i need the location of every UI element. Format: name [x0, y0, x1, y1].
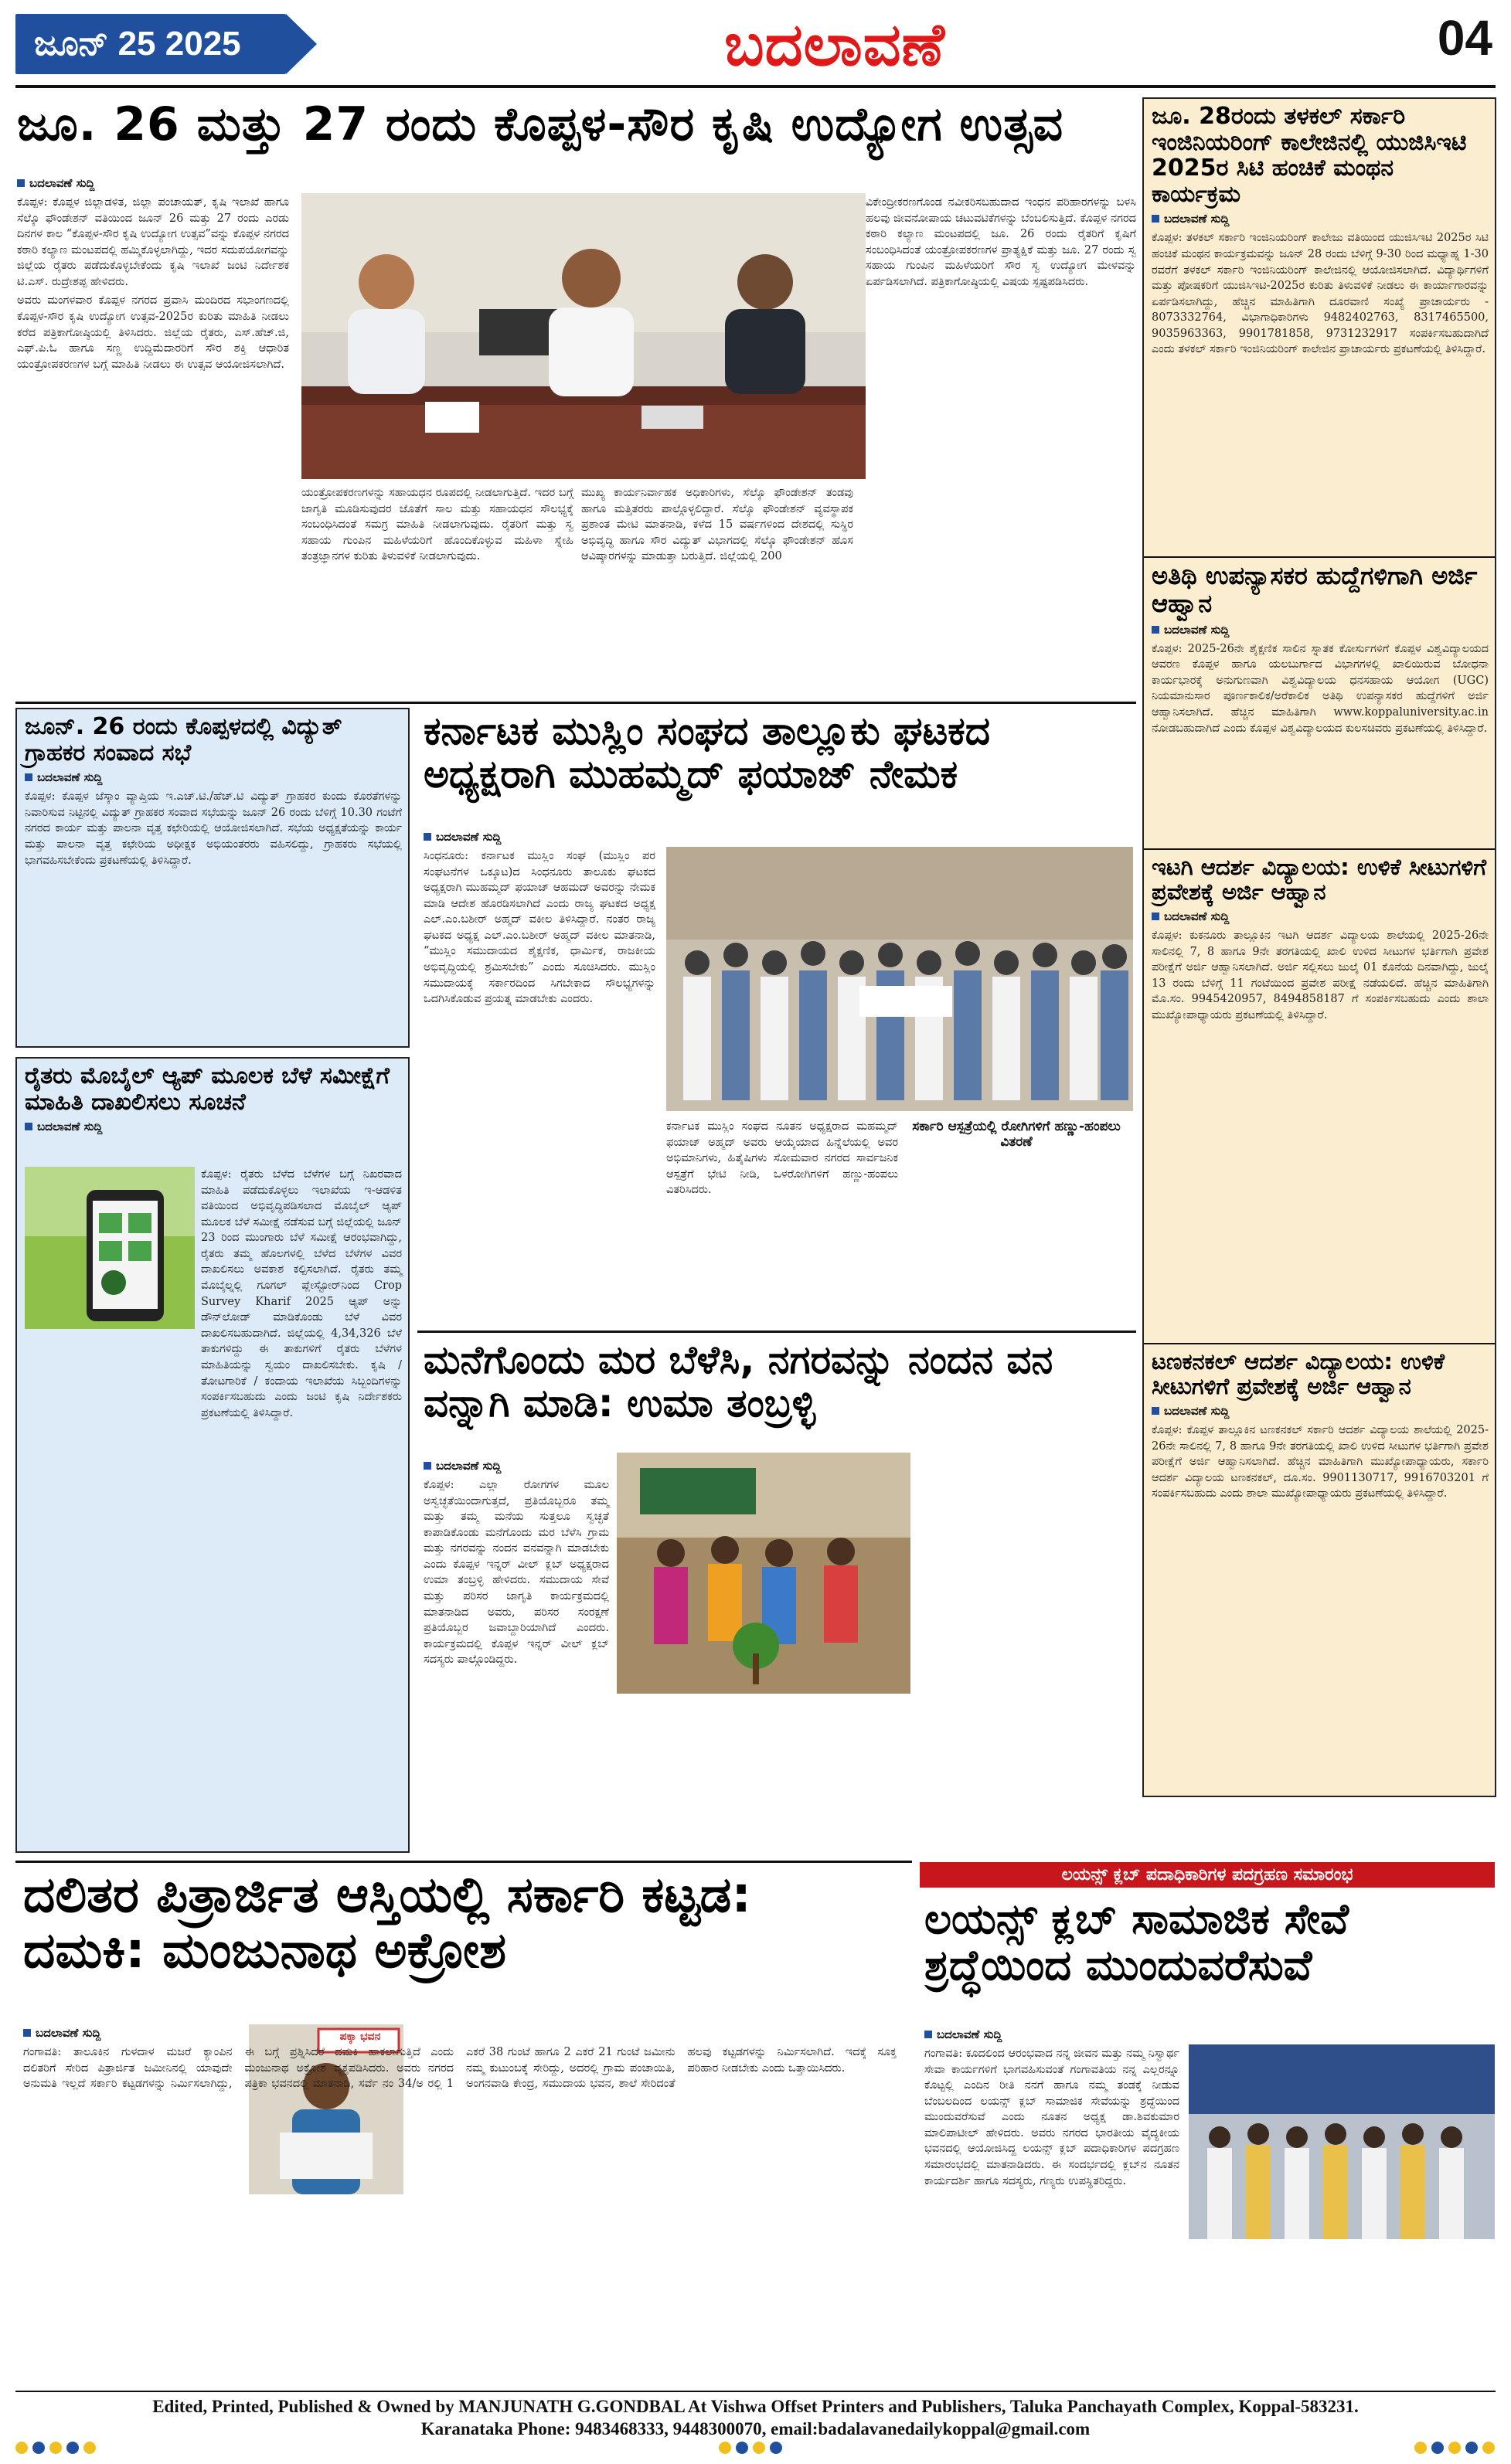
left3-headline: ರೈತರು ಮೊಬೈಲ್ ಆ್ಯಪ್ ಮೂಲಕ ಬೆಳೆ ಸಮೀಕ್ಷೆಗೆ ಮಾಹಿತಿ ದಾಖಲಿಸಲು ಸೂಚನೆ: [25, 1062, 390, 1116]
left2: [25, 714, 402, 868]
press-meet-illustration: [301, 193, 866, 479]
top-story-col3: ಮುಖ್ಯ ಕಾರ್ಯನಿರ್ವಾಹಕ ಅಧಿಕಾರಿಗಳು, ಸೆಲ್ಕೊ ಫೌಂಡೇಶನ್ ತಂಡವು ಹಾಗೂ ಮತ್ತಿತರರು ಪಾಲ್ಗೊಳ್ಳಲಿದ್ದಾರೆ. ಸೆಲ್ಕೊ ಫೌಂಡೇಶನ್ ವ್ಯವಸ್ಥಾಪಕ ಪ್ರಶಾಂತ ಮೇಟಿ ಮಾತನಾಡಿ, ಕಳೆದ 15 ವರ್ಷಗಳಿಂದ ದೇಶದಲ್ಲಿ ಸುಸ್ಥಿರ ಅಭಿವೃದ್ಧಿ ಹಾಗೂ ಸೌರ ವಿದ್ಯುತ್ ವಿಭಾಗದಲ್ಲಿ ಸೆಲ್ಕೊ ಫೌಂಡೇಶನ್ ಹೊಸ ಆವಿಷ್ಕಾರಗಳನ್ನು ಮಾಡುತ್ತಾ ಬರುತ್ತಿದೆ. ಜಿಲ್ಲೆಯಲ್ಲಿ 200: [581, 487, 853, 563]
imprint-line1: Edited, Printed, Published & Owned by MANJUNATH G.GONDBAL At Vishwa Offset Printers and Publishers, Taluka Panchayath Complex, Koppal-583231.: [152, 2397, 1359, 2416]
left3: [25, 1063, 402, 1138]
bottom-right-headline: ಲಯನ್ಸ್ ಕ್ಲಬ್ ಸಾಮಾಜಿಕ ಸೇವೆ ಶ್ರದ್ಧೆಯಿಂದ ಮುಂದುವರೆಸುವೆ: [924, 1895, 1349, 1990]
kicker-square-icon: [25, 1123, 32, 1130]
kicker-square-icon: [424, 1462, 431, 1470]
kicker-label: ಬದಲಾವಣೆ ಸುದ್ದಿ: [1164, 212, 1230, 226]
top-story-para1: ಕೊಪ್ಪಳ: ಕೊಪ್ಪಳ ಜಿಲ್ಲಾಡಳಿತ, ಜಿಲ್ಲಾ ಪಂಚಾಯತ್, ಕೃಷಿ ಇಲಾಖೆ ಹಾಗೂ ಸೆಲ್ಕೊ ಫೌಂಡೇಶನ್ ವತಿಯಿಂದ ಜೂನ್ 26 ಮತ್ತು 27 ರಂದು ಎರಡು ದಿನಗಳ ಕಾಲ “ಕೊಪ್ಪಳ-ಸೌರ ಕೃಷಿ ಉದ್ಯೋಗ ಉತ್ಸವ”ವನ್ನು ಕೊಪ್ಪಳ ನಗರದ ಕಠಾರಿ ಕಲ್ಯಾಣ ಮಂಟಪದಲ್ಲಿ ಹಮ್ಮಿಕೊಳ್ಳಲಾಗಿದ್ದು, ಇದರ ಸದುಪಯೋಗವನ್ನು ಜಿಲ್ಲೆಯ ರೈತರು ಪಡೆದುಕೊಳ್ಳಬೇಕೆಂದು ಕೃಷಿ ಇಲಾಖೆ ಜಂಟಿ ನಿರ್ದೇಶಕ ಟಿ.ಎಸ್. ರುದ್ರೇಶಪ್ಪ ಹೇಳಿದರು.: [17, 196, 289, 288]
sidebar3-headline: ಇಟಗಿ ಆದರ್ಶ ವಿದ್ಯಾಲಯ: ಉಳಿಕೆ ಸೀಟುಗಳಿಗೆ ಪ್ರವೇಶಕ್ಕೆ ಅರ್ಜಿ ಆಹ್ವಾನ: [1152, 854, 1487, 906]
imprint-line2: Karanataka Phone: 9483468333, 9448300070, email:badalavanedailykoppal@gmail.com: [420, 2418, 1091, 2439]
footer-dots-left: [15, 2442, 96, 2454]
sidebar2: [1152, 562, 1489, 736]
kicker-label: ಬದಲಾವಣೆ ಸುದ್ದಿ: [37, 1120, 103, 1134]
mid-caption: ಸರ್ಕಾರಿ ಆಸ್ಪತ್ರೆಯಲ್ಲಿ ರೋಗಿಗಳಿಗೆ ಹಣ್ಣು-ಹಂಪಲು ವಿತರಣೆ: [912, 1119, 1121, 1150]
kicker-square-icon: [17, 179, 25, 187]
section-rule: [15, 1861, 912, 1863]
sidebar2-body: ಕೊಪ್ಪಳ: 2025-26ನೇ ಶೈಕ್ಷಣಿಕ ಸಾಲಿನ ಸ್ನಾತಕ ಕೋರ್ಸುಗಳಿಗೆ ಕೊಪ್ಪಳ ವಿಶ್ವವಿದ್ಯಾಲಯದ ಆವರಣ ಕೊಪ್ಪಳ ಹಾಗೂ ಯಲಬುರ್ಗಾದ ವಿಭಾಗಗಳಲ್ಲಿ ಖಾಲಿಯಿರುವ ಬೋಧನಾ ಕಾರ್ಯಭಾರಕ್ಕೆ ಅನುಗುಣವಾಗಿ ವಿಶ್ವವಿದ್ಯಾಲಯ ಧನಸಹಾಯ ಆಯೋಗ (UGC) ನಿಯಮಾನುಸಾರ ಪೂರ್ಣಕಾಲಿಕ/ಅರೆಕಾಲಿಕ ಅತಿಥಿ ಉಪನ್ಯಾಸಕರ ಹುದ್ದೆಗಳಿಗೆ ಅರ್ಜಿ ಆಹ್ವಾನಿಸಲಾಗಿದೆ. ಹೆಚ್ಚಿನ ಮಾಹಿತಿಗಾಗಿ www.koppaluniversity.ac.in ನೋಡಬಹುದಾಗಿದೆ ಎಂದು ಕೊಪ್ಪಳ ವಿಶ್ವವಿದ್ಯಾಲಯದ ಕುಲಸಚಿವರು ಪ್ರಕಟಣೆಯಲ್ಲಿ ತಿಳಿಸಿದ್ದಾರೆ.: [1152, 642, 1489, 735]
footer-dots-right: [1414, 2442, 1495, 2454]
kicker-label: ಬದಲಾವಣೆ ಸುದ್ದಿ: [436, 1459, 502, 1473]
kicker-label: ಬದಲಾವಣೆ ಸುದ್ದಿ: [1164, 622, 1230, 637]
kicker-square-icon: [924, 2031, 932, 2038]
dot-icon: [1465, 2442, 1478, 2454]
dot-icon: [66, 2442, 79, 2454]
dot-icon: [49, 2442, 62, 2454]
sidebar-divider: [1144, 556, 1495, 558]
top-story-col4: ವಿಕೇಂದ್ರೀಕರಣಗೊಂಡ ನವೀಕರಿಸಬಹುದಾದ ಇಂಧನ ಪರಿಹಾರಗಳನ್ನು ಬಳಸಿ ಹಲವು ಜೀವನೋಪಾಯ ಚಟುವಟಿಕೆಗಳನ್ನು ಬೆಂಬಲಿಸುತ್ತಿದೆ. ಕೊಪ್ಪಳ ನಗರದ ಕಠಾರಿ ಕಲ್ಯಾಣ ಮಂಟಪದಲ್ಲಿ ಜೂ. 26 ರಂದು ರೈತರಿಗೆ ಕೃಷಿಗೆ ಸಂಬಂಧಿಸಿದಂತೆ ಯಂತ್ರೋಪಕರಣಗಳ ಪ್ರಾತ್ಯಕ್ಷಿಕೆ ಮತ್ತು ಜೂ. 27 ರಂದು ಸ್ವ ಸಹಾಯ ಗುಂಪಿನ ಮಹಿಳೆಯರಿಗೆ ಸೌರ ಸ್ವ ಉದ್ಯೋಗ ಮೇಳವನ್ನು ಏರ್ಪಡಿಸಲಾಗಿದೆ. ಪತ್ರಿಕಾಗೋಷ್ಠಿಯಲ್ಲಿ ವಿಷಯ ಸ್ಪಷ್ಟಪಡಿಸಿದರು.: [866, 196, 1136, 288]
sidebar-divider: [1144, 1343, 1495, 1344]
bottom-right-body: ಗಂಗಾವತಿ: ಕೂದಲಿಂದ ಆರಂಭವಾದ ನನ್ನ ಜೀವನ ಮತ್ತು ನಮ್ಮ ನಿಸ್ವಾರ್ಥ ಸೇವಾ ಕಾರ್ಯಗಳಿಗೆ ಭಾಗವಹಿಸುವಂತೆ ಗಂಗಾವತಿಯ ನನ್ನ ಎಲ್ಲರನ್ನೂ ಕೊಟ್ಟಲ್ಲಿ ಎಂದಿನ ರೀತಿ ನನಗೆ ಹಾಗೂ ನಮ್ಮ ತಂಡಕ್ಕೆ ನೀಡುವ ಬೆಂಬಲದಿಂದ ಲಯನ್ಸ್ ಕ್ಲಬ್ ಸಾಮಾಜಿಕ ಸೇವೆಯನ್ನು ಶ್ರದ್ಧೆಯಿಂದ ಮುಂದುವರೆಸುವೆ ಎಂದು ನೂತನ ಅಧ್ಯಕ್ಷ ಡಾ.ಶಿವಕುಮಾರ ಮಾಲಿಪಾಟೀಲ್ ಹೇಳಿದರು. ಅವರು ನಗರದ ಭಾರತೀಯ ವೈದ್ಯಕೀಯ ಭವನದಲ್ಲಿ ಆಯೋಜಿಸಿದ್ದ ಲಯನ್ಸ್ ಕ್ಲಬ್ ಪದಾಧಿಕಾರಿಗಳ ಪದಗ್ರಹಣ ಸಮಾರಂಭದಲ್ಲಿ ಮಾತನಾಡಿದರು. ಈ ಸಂದರ್ಭದಲ್ಲಿ ಕ್ಲಬ್‌ನ ನೂತನ ಕಾರ್ಯದರ್ಶಿ ಹಾಗೂ ಸದಸ್ಯರು, ಗಣ್ಯರು ಉಪಸ್ಥಿತರಿದ್ದರು.: [924, 2048, 1179, 2187]
dot-icon: [770, 2442, 782, 2454]
dot-icon: [83, 2442, 96, 2454]
sidebar2-kicker: [1152, 623, 1489, 637]
sidebar3-kicker: [1152, 909, 1489, 923]
kicker-square-icon: [1152, 626, 1159, 634]
lions-club-photo: [1189, 2044, 1495, 2239]
sidebar3-body: ಕೊಪ್ಪಳ: ಕುಕನೂರು ತಾಲ್ಲೂಕಿನ ಇಟಗಿ ಆದರ್ಶ ವಿದ್ಯಾಲಯ ಶಾಲೆಯಲ್ಲಿ 2025-26ನೇ ಸಾಲಿನಲ್ಲಿ 7, 8 ಹಾಗೂ 9ನೇ ತರಗತಿಯಲ್ಲಿ ಖಾಲಿ ಉಳಿದ ಸೀಟುಗಳ ಭರ್ತಿಗಾಗಿ ಪ್ರವೇಶ ಪರೀಕ್ಷೆಗೆ ಅರ್ಜಿ ಆಹ್ವಾನಿಸಲಾಗಿದೆ. ಅರ್ಜಿ ಸಲ್ಲಿಸಲು ಜುಲೈ 01 ಕೊನೆಯ ದಿನವಾಗಿದ್ದು, ಜುಲೈ 13 ರಂದು ಬೆಳಿಗ್ಗೆ 11 ಗಂಟೆಯಿಂದ ಪ್ರವೇಶ ಪರೀಕ್ಷೆ ನಡೆಯಲಿದೆ. ಹೆಚ್ಚಿನ ಮಾಹಿತಿಗಾಗಿ ಮೊ.ಸಂ. 9945420957, 8494858187 ಗೆ ಸಂಪರ್ಕಿಸಬಹುದು ಎಂದು ಶಾಲಾ ಮುಖ್ಯೋಪಾಧ್ಯಾಯರು ಪ್ರಕಟಣೆಯಲ್ಲಿ ತಿಳಿಸಿದ್ದಾರೆ.: [1152, 929, 1489, 1021]
header-rule: [15, 85, 1496, 88]
tree-planting-photo: [617, 1453, 910, 1694]
sidebar-divider: [1144, 848, 1495, 850]
kicker-label: ಬದಲಾವಣೆ ಸುದ್ದಿ: [29, 176, 95, 190]
lions-club-illustration: [1189, 2044, 1495, 2239]
edition-date: ಜೂನ್ 25 2025: [15, 14, 286, 74]
kicker-label: ಬದಲಾವಣೆ ಸುದ್ದಿ: [937, 2027, 1002, 2041]
tree-story-kicker: [424, 1459, 501, 1473]
top-story-para2: ಅವರು ಮಂಗಳವಾರ ಕೊಪ್ಪಳ ನಗರದ ಪ್ರವಾಸಿ ಮಂದಿರದ ಸಭಾಂಗಣದಲ್ಲಿ ಕೊಪ್ಪಳ-ಸೌರ ಕೃಷಿ ಉದ್ಯೋಗ ಉತ್ಸವ-2025ರ ಕುರಿತು ಮಾಹಿತಿ ನೀಡಲು ಕರೆದ ಪತ್ರಿಕಾಗೋಷ್ಠಿಯಲ್ಲಿ ತಿಳಿಸಿದರು. ಜಿಲ್ಲೆಯ ರೈತರು, ಎಸ್.ಹೆಚ್.ಜಿ, ಎಫ್.ಪಿ.ಓ ಹಾಗೂ ಸಣ್ಣ ಉದ್ದಿಮೆದಾರರಿಗೆ ಸೌರ ಶಕ್ತಿ ಆಧಾರಿತ ಯಂತ್ರೋಪಕರಣಗಳ ಬಗ್ಗೆ ಮಾಹಿತಿ ನೀಡಲು ಈ ಉತ್ಸವ ಆಯೋಜಿಸಲಾಗಿದೆ.: [17, 294, 289, 371]
section-rule: [15, 702, 1136, 704]
sidebar1: [1152, 104, 1489, 358]
sidebar1-kicker: [1152, 212, 1489, 226]
bottom-right-kicker: [924, 2027, 1002, 2041]
top-story-col1: [17, 195, 289, 376]
group-photo-illustration: [666, 847, 1133, 1111]
dot-icon: [1431, 2442, 1444, 2454]
footer-rule: [15, 2391, 1496, 2392]
sidebar4-headline: ಟಣಕನಕಲ್ ಆದರ್ಶ ವಿದ್ಯಾಲಯ: ಉಳಿಕೆ ಸೀಟುಗಳಿಗೆ ಪ್ರವೇಶಕ್ಕೆ ಅರ್ಜಿ ಆಹ್ವಾನ: [1152, 1348, 1445, 1400]
bottom-left-body: ಗಂಗಾವತಿ: ತಾಲೂಕಿನ ಗುಳದಾಳ ಮಜರೆ ಕ್ಯಾಂಪಿನ ದಲಿತರಿಗೆ ಸೇರಿದ ಪಿತ್ರಾರ್ಜಿತ ಜಮೀನಿನಲ್ಲಿ ಯಾವುದೇ ಅನುಮತಿ ಇಲ್ಲದೆ ಸರ್ಕಾರಿ ಕಟ್ಟಡಗಳನ್ನು ನಿರ್ಮಿಸಲಾಗಿದ್ದು, ಈ ಬಗ್ಗೆ ಪ್ರಶ್ನಿಸಿದರೆ ದಮಕಿ ಹಾಕಲಾಗುತ್ತಿದೆ ಎಂದು ಮಂಜುನಾಥ ಅಕ್ರೋಶ ವ್ಯಕ್ತಪಡಿಸಿದರು. ಅವರು ನಗರದ ಪತ್ರಿಕಾ ಭವನದಲ್ಲಿ ಮಾತನಾಡಿ, ಸರ್ವೆ ನಂ 34/ಅ ರಲ್ಲಿ 1 ಎಕರೆ 38 ಗುಂಟೆ ಹಾಗೂ 2 ಎಕರೆ 21 ಗುಂಟೆ ಜಮೀನು ನಮ್ಮ ಕುಟುಂಬಕ್ಕೆ ಸೇರಿದ್ದು, ಅದರಲ್ಲಿ ಗ್ರಾಮ ಪಂಚಾಯಿತಿ, ಅಂಗನವಾಡಿ ಕೇಂದ್ರ, ಸಮುದಾಯ ಭವನ, ಶಾಲೆ ಸೇರಿದಂತೆ ಹಲವು ಕಟ್ಟಡಗಳನ್ನು ನಿರ್ಮಿಸಲಾಗಿದೆ. ಇದಕ್ಕೆ ಸೂಕ್ತ ಪರಿಹಾರ ನೀಡಬೇಕು ಎಂದು ಒತ್ತಾಯಿಸಿದರು.: [23, 2046, 897, 2091]
section-rule: [417, 1331, 1136, 1333]
kicker-square-icon: [1152, 215, 1159, 223]
left2-body: ಕೊಪ್ಪಳ: ಕೊಪ್ಪಳ ಜೆಸ್ಕಾಂ ವ್ಯಾಪ್ತಿಯ ಇ.ಎಚ್.ಟಿ./ಹೆಚ್.ಟಿ ವಿದ್ಯುತ್ ಗ್ರಾಹಕರ ಕುಂದು ಕೊರತೆಗಳನ್ನು ನಿವಾರಿಸುವ ನಿಟ್ಟಿನಲ್ಲಿ ವಿದ್ಯುತ್ ಗ್ರಾಹಕರ ಸಂವಾದ ಸಭೆಯನ್ನು ಜೂನ್ 26 ರಂದು ಬೆಳಿಗ್ಗೆ 10.30 ಗಂಟೆಗೆ ನಗರದ ಕಾರ್ಯ ಮತ್ತು ಪಾಲನಾ ವೃತ್ತ ಕಛೇರಿಯಲ್ಲಿ ಆಯೋಜಿಸಲಾಗಿದೆ. ಸಭೆಯ ಅಧ್ಯಕ್ಷತೆಯನ್ನು ಕಾರ್ಯ ಮತ್ತು ಪಾಲನಾ ವೃತ್ತ ಕಛೇರಿಯ ಅಧೀಕ್ಷಕ ಅಭಿಯಂತರರು ವಹಿಸಲಿದ್ದು, ಗ್ರಾಹಕರು ಸಭೆಯಲ್ಲಿ ಭಾಗವಹಿಸಬೇಕೆಂದು ಪ್ರಕಟಣೆಯಲ್ಲಿ ತಿಳಿಸಿದ್ದಾರೆ.: [25, 790, 402, 867]
dot-icon: [1482, 2442, 1495, 2454]
sidebar2-headline: ಅತಿಥಿ ಉಪನ್ಯಾಸಕರ ಹುದ್ದೆಗಳಿಗಾಗಿ ಅರ್ಜಿ ಆಹ್ವಾನ: [1152, 561, 1478, 618]
sidebar4-body: ಕೊಪ್ಪಳ: ಕೊಪ್ಪಳ ತಾಲ್ಲೂಕಿನ ಟಣಕನಕಲ್ ಸರ್ಕಾರಿ ಆದರ್ಶ ವಿದ್ಯಾಲಯ ಶಾಲೆಯಲ್ಲಿ 2025-26ನೇ ಸಾಲಿನಲ್ಲಿ 7, 8 ಹಾಗೂ 9ನೇ ತರಗತಿಯಲ್ಲಿ ಖಾಲಿ ಉಳಿದ ಸೀಟುಗಳ ಭರ್ತಿಗಾಗಿ ಪ್ರವೇಶ ಪರೀಕ್ಷೆಗೆ ಅರ್ಜಿ ಆಹ್ವಾನಿಸಲಾಗಿದೆ. ಹೆಚ್ಚಿನ ಮಾಹಿತಿಗಾಗಿ ಮುಖ್ಯೋಪಾಧ್ಯಾಯರು, ಸರ್ಕಾರಿ ಆದರ್ಶ ವಿದ್ಯಾಲಯ ಟಣಕನಕಲ್, ದೂ.ಸಂ. 9901130717, 9916703201 ಗೆ ಸಂಪರ್ಕಿಸಬಹುದು ಎಂದು ಶಾಲಾ ಮುಖ್ಯೋಪಾಧ್ಯಾಯರು ಪ್ರಕಟಣೆಯಲ್ಲಿ ತಿಳಿಸಿದ್ದಾರೆ.: [1152, 1423, 1489, 1500]
dot-icon: [15, 2442, 28, 2454]
dot-icon: [719, 2442, 731, 2454]
top-story-col2: ಯಂತ್ರೋಪಕರಣಗಳನ್ನು ಸಹಾಯಧನ ರೂಪದಲ್ಲಿ ನೀಡಲಾಗುತ್ತಿದೆ. ಇದರ ಬಗ್ಗೆ ಜಾಗೃತಿ ಮೂಡಿಸುವುದರ ಜೊತೆಗೆ ಸಾಲ ಮತ್ತು ಸಹಾಯಧನ ಸೌಲಭ್ಯಕ್ಕೆ ಸಂಬಂಧಿಸಿದಂತೆ ಸಮಗ್ರ ಮಾಹಿತಿ ನೀಡಲಾಗುವುದು. ರೈತರಿಗೆ ಮತ್ತು ಸ್ವ ಸಹಾಯ ಗುಂಪಿನ ಮಹಿಳೆಯರಿಗೆ ಹೊಂದಿಕೊಳ್ಳುವ ಮಹಿಳಾ ಸ್ನೇಹಿ ತಂತ್ರಜ್ಞಾನಗಳ ಕುರಿತು ತಿಳುವಳಿಕೆ ನೀಡಲಾಗುವುದು.: [301, 487, 573, 563]
group-photo: [666, 847, 1133, 1111]
tree-story-body: ಕೊಪ್ಪಳ: ಎಲ್ಲಾ ರೋಗಗಳ ಮೂಲ ಅಸ್ವಚ್ಛತೆಯಿಂದಾಗುತ್ತದೆ, ಪ್ರತಿಯೊಬ್ಬರೂ ತಮ್ಮ ಮತ್ತು ತಮ್ಮ ಮನೆಯ ಸುತ್ತಲೂ ಸ್ವಚ್ಛತೆ ಕಾಪಾಡಿಕೊಂಡು ಮನೆಗೊಂದು ಮರ ಬೆಳೆಸಿ ಗ್ರಾಮ ಮತ್ತು ನಗರವನ್ನು ನಂದನ ವನವನ್ನಾಗಿ ಮಾಡಬೇಕು ಎಂದು ಕೊಪ್ಪಳ ಇನ್ನರ್ ವೀಲ್ ಕ್ಲಬ್ ಅಧ್ಯಕ್ಷರಾದ ಉಮಾ ತಂಬ್ರಳ್ಳಿ ಹೇಳಿದರು. ಸಮುದಾಯ ಸೇವೆ ಮತ್ತು ಪರಿಸರ ಜಾಗೃತಿ ಕಾರ್ಯಕ್ರಮದಲ್ಲಿ ಮಾತನಾಡಿದ ಅವರು, ಪರಿಸರ ಸಂರಕ್ಷಣೆ ಪ್ರತಿಯೊಬ್ಬರ ಜವಾಬ್ದಾರಿಯಾಗಿದೆ ಎಂದರು. ಕಾರ್ಯಕ್ರಮದಲ್ಲಿ ಕೊಪ್ಪಳ ಇನ್ನರ್ ವೀಲ್ ಕ್ಲಬ್ ಸದಸ್ಯರು ಪಾಲ್ಗೊಂಡಿದ್ದರು.: [424, 1479, 609, 1667]
dot-icon: [736, 2442, 748, 2454]
tree-planting-illustration: [617, 1453, 910, 1694]
footer-dots-center: [719, 2442, 782, 2454]
newspaper-masthead: ಬದಲಾವಣೆ: [724, 10, 945, 79]
dot-icon: [1414, 2442, 1427, 2454]
mid-story-headline: ಕರ್ನಾಟಕ ಮುಸ್ಲಿಂ ಸಂಘದ ತಾಲ್ಲೂಕು ಘಟಕದ ಅಧ್ಯಕ್ಷರಾಗಿ ಮುಹಮ್ಮದ್ ಫಯಾಜ್ ನೇಮಕ: [424, 709, 991, 797]
press-bhavan-sign: ಪಕ್ಕಾ ಭವನ: [339, 2031, 381, 2043]
sidebar4: [1152, 1349, 1489, 1502]
sidebar3: [1152, 855, 1489, 1023]
kicker-label: ಬದಲಾವಣೆ ಸುದ್ದಿ: [37, 770, 103, 785]
kicker-label: ಬದಲಾವಣೆ ಸುದ್ದಿ: [1164, 1403, 1230, 1418]
page-number: 04: [1437, 10, 1492, 66]
sidebar1-body: ಕೊಪ್ಪಳ: ತಳಕಲ್ ಸರ್ಕಾರಿ ಇಂಜಿನಿಯರಿಂಗ್ ಕಾಲೇಜು ವತಿಯಿಂದ ಯುಜಿಸಿಇಟಿ 2025ರ ಸಿಟಿ ಹಂಚಿಕೆ ಮಂಥನ ಕಾರ್ಯಕ್ರಮವನ್ನು ಜೂನ್ 28 ರಂದು ಬೆಳಿಗ್ಗೆ 9-30 ರಿಂದ ಮಧ್ಯಾಹ್ನ 1-30 ರವರೆಗೆ ತಳಕಲ್ ಸರ್ಕಾರಿ ಇಂಜಿನಿಯರಿಂಗ್ ಕಾಲೇಜಿನಲ್ಲಿ ಆಯೋಜಿಸಲಾಗಿದೆ. ವಿದ್ಯಾರ್ಥಿಗಳಿಗೆ ಮತ್ತು ಪೋಷಕರಿಗೆ ಯುಜಿಸಿಇಟಿ-2025ರ ಕುರಿತು ತಿಳುವಳಿಕೆ ನೀಡಲು ಈ ಕಾರ್ಯಾಗಾರವನ್ನು ಏರ್ಪಡಿಸಲಾಗಿದ್ದು, ಹೆಚ್ಚಿನ ಮಾಹಿತಿಗಾಗಿ ದೂರವಾಣಿ ಸಂಖ್ಯೆ ಪ್ರಾಚಾರ್ಯರು - 8073332764, ವಿಭಾಗಾಧಿಕಾರಿಗಳು 9482402763, 8317465500, 9035963363, 9901781858, 9731232917 ಸಂಪರ್ಕಿಸಬಹುದಾಗಿದೆ ಎಂದು ತಳಕಲ್ ಸರ್ಕಾರಿ ಇಂಜಿನಿಯರಿಂಗ್ ಕಾಲೇಜಿನ ಪ್ರಾಚಾರ್ಯರು ಪ್ರಕಟಣೆಯಲ್ಲಿ ತಿಳಿಸಿದ್ದಾರೆ.: [1152, 232, 1489, 356]
kicker-label: ಬದಲಾವಣೆ ಸುದ್ದಿ: [436, 830, 502, 844]
kicker-square-icon: [1152, 913, 1159, 920]
kicker-label: ಬದಲಾವಣೆ ಸುದ್ದಿ: [36, 2026, 101, 2040]
kicker-square-icon: [23, 2029, 31, 2037]
mid-caption-body: ಕರ್ನಾಟಕ ಮುಸ್ಲಿಂ ಸಂಘದ ನೂತನ ಅಧ್ಯಕ್ಷರಾದ ಮಹಮ್ಮದ್ ಫಯಾಜ್ ಅಹ್ಮದ್ ಅವರು ಆಯ್ಕೆಯಾದ ಹಿನ್ನೆಲೆಯಲ್ಲಿ ಅವರ ಅಭಿಮಾನಿಗಳು, ಹಿತೈಷಿಗಳು ಸೋಮವಾರ ನಗರದ ಸಾರ್ವಜನಿಕ ಆಸ್ಪತ್ರೆಗೆ ಭೇಟಿ ನೀಡಿ, ಒಳರೋಗಿಗಳಿಗೆ ಹಣ್ಣು-ಹಂಪಲು ವಿತರಿಸಿದರು.: [666, 1120, 898, 1197]
dot-icon: [753, 2442, 765, 2454]
sidebar4-kicker: [1152, 1404, 1489, 1418]
tree-story-headline: ಮನೆಗೊಂದು ಮರ ಬೆಳೆಸಿ, ನಗರವನ್ನು ನಂದನ ವನ ವನ್ನಾಗಿ ಮಾಡಿ: ಉಮಾ ತಂಬ್ರಳ್ಳಿ: [424, 1337, 1053, 1426]
press-meet-photo: [301, 193, 866, 479]
left3-body: ಕೊಪ್ಪಳ: ರೈತರು ಬೆಳೆದ ಬೆಳೆಗಳ ಬಗ್ಗೆ ನಿಖರವಾದ ಮಾಹಿತಿ ಪಡೆದುಕೊಳ್ಳಲು ಇಲಾಖೆಯ ಇ-ಆಡಳಿತ ವತಿಯಿಂದ ಅಭಿವೃದ್ಧಿಪಡಿಸಲಾದ ಮೊಬೈಲ್ ಆ್ಯಪ್ ಮೂಲಕ ಬೆಳೆ ಸಮೀಕ್ಷೆ ನಡೆಸುವ ಬಗ್ಗೆ ಜಿಲ್ಲೆಯಲ್ಲಿ ಜೂನ್ 23 ರಿಂದ ಮುಂಗಾರು ಬೆಳೆ ಸಮೀಕ್ಷೆ ಆರಂಭವಾಗಿದ್ದು, ರೈತರು ತಮ್ಮ ಹೊಲಗಳಲ್ಲಿ ಬೆಳೆದ ಬೆಳೆಗಳ ವಿವರ ದಾಖಲಿಸಲು ಅವಕಾಶ ಕಲ್ಪಿಸಲಾಗಿದೆ. ರೈತರು ತಮ್ಮ ಮೊಬೈಲ್ನಲ್ಲಿ ಗೂಗಲ್ ಪ್ಲೇಸ್ಟೋರ್‌ನಿಂದ Crop Survey Kharif 2025 ಆ್ಯಪ್ ಅನ್ನು ಡೌನ್‌ಲೋಡ್ ಮಾಡಿಕೊಂಡು ಬೆಳೆ ವಿವರ ದಾಖಲಿಸಬಹುದಾಗಿದೆ. ಜಿಲ್ಲೆಯಲ್ಲಿ 4,34,326 ಬೆಳೆ ತಾಕುಗಳಿದ್ದು ಈ ತಾಕುಗಳಿಗೆ ರೈತರು ಬೆಳೆಗಳ ಮಾಹಿತಿಯನ್ನು ಸ್ವಯಂ ದಾಖಲಿಸಬೇಕು. ಕೃಷಿ / ತೋಟಗಾರಿಕೆ / ಕಂದಾಯ ಇಲಾಖೆಯ ಸಿಬ್ಬಂದಿಗಳನ್ನು ಸಂಪರ್ಕಿಸಬಹುದು ಎಂದು ಜಂಟಿ ಕೃಷಿ ನಿರ್ದೇಶಕರು ಪ್ರಕಟಣೆಯಲ್ಲಿ ತಿಳಿಸಿದ್ದಾರೆ.: [201, 1168, 402, 1419]
top-story-headline: ಜೂ. 26 ಮತ್ತು 27 ರಂದು ಕೊಪ್ಪಳ-ಸೌರ ಕೃಷಿ ಉದ್ಯೋಗ ಉತ್ಸವ: [17, 97, 1064, 151]
mid-story-kicker: [424, 830, 501, 844]
kicker-square-icon: [1152, 1407, 1159, 1415]
mid-story-body: ಸಿಂಧನೂರು: ಕರ್ನಾಟಕ ಮುಸ್ಲಿಂ ಸಂಘ (ಮುಸ್ಲಿಂ ಪರ ಸಂಘಟನೆಗಳ ಒಕ್ಕೂಟ)ದ ಸಿಂಧನೂರು ತಾಲೂಕು ಘಟಕದ ಅಧ್ಯಕ್ಷರಾಗಿ ಮುಹಮ್ಮದ್ ಫಯಾಜ್ ಆಹಮದ್ ಅವರನ್ನು ನೇಮಕ ಮಾಡಿ ಆದೇಶ ಹೊರಡಿಸಲಾಗಿದೆ ಎಂದು ರಾಜ್ಯ ಘಟಕದ ಅಧ್ಯಕ್ಷ ಎಲ್.ಎಂ.ಬಶೀರ್ ಅಹ್ಮದ್ ವಕೀಲ ತಿಳಿಸಿದ್ದಾರೆ. ನಂತರ ರಾಜ್ಯ ಘಟಕದ ಅಧ್ಯಕ್ಷ ಎಲ್.ಎಂ.ಬಶೀರ್ ಅಹ್ಮದ್ ವಕೀಲ ಮಾತನಾಡಿ, “ಮುಸ್ಲಿಂ ಸಮುದಾಯದ ಶೈಕ್ಷಣಿಕ, ಧಾರ್ಮಿಕ, ರಾಜಕೀಯ ಅಭಿವೃದ್ಧಿಯಲ್ಲಿ ಶ್ರಮಿಸಬೇಕು” ಎಂದು ಸೂಚಿಸಿದರು. ಮುಸ್ಲಿಂ ಸಮುದಾಯಕ್ಕೆ ಸರ್ಕಾರದಿಂದ ಸಿಗಬೇಕಾದ ಸೌಲಭ್ಯಗಳನ್ನು ಒದಗಿಸಿಕೊಡುವ ಪ್ರಯತ್ನ ಮಾಡಬೇಕು ಎಂದರು.: [424, 850, 655, 1006]
kicker-square-icon: [25, 773, 32, 781]
lions-banner: ಲಯನ್ಸ್ ಕ್ಲಬ್ ಪದಾಧಿಕಾರಿಗಳ ಪದಗ್ರಹಣ ಸಮಾರಂಭ: [920, 1862, 1495, 1888]
top-story-kicker: [17, 176, 94, 190]
dot-icon: [1448, 2442, 1461, 2454]
bottom-left-headline: ದಲಿತರ ಪಿತ್ರಾರ್ಜಿತ ಆಸ್ತಿಯಲ್ಲಿ ಸರ್ಕಾರಿ ಕಟ್ಟಡ: ದಮಕಿ: ಮಂಜುನಾಥ ಅಕ್ರೋಶ: [23, 1867, 751, 1980]
sidebar1-headline: ಜೂ. 28ರಂದು ತಳಕಲ್ ಸರ್ಕಾರಿ ಇಂಜಿನಿಯರಿಂಗ್ ಕಾಲೇಜಿನಲ್ಲಿ ಯುಜಿಸಿಇಟಿ 2025ರ ಸಿಟಿ ಹಂಚಿಕೆ ಮಂಥನ ಕಾರ್ಯಕ್ರಮ: [1152, 103, 1467, 208]
bottom-left-kicker: [23, 2026, 100, 2040]
kicker-square-icon: [424, 833, 431, 841]
imprint: [0, 2396, 1511, 2441]
kicker-label: ಬದಲಾವಣೆ ಸುದ್ದಿ: [1164, 909, 1230, 923]
left3-kicker: [25, 1120, 402, 1133]
left2-headline: ಜೂನ್. 26 ರಂದು ಕೊಪ್ಪಳದಲ್ಲಿ ವಿದ್ಯುತ್ ಗ್ರಾಹಕರ ಸಂವಾದ ಸಭೆ: [25, 713, 342, 766]
dot-icon: [32, 2442, 45, 2454]
left2-kicker: [25, 770, 402, 784]
